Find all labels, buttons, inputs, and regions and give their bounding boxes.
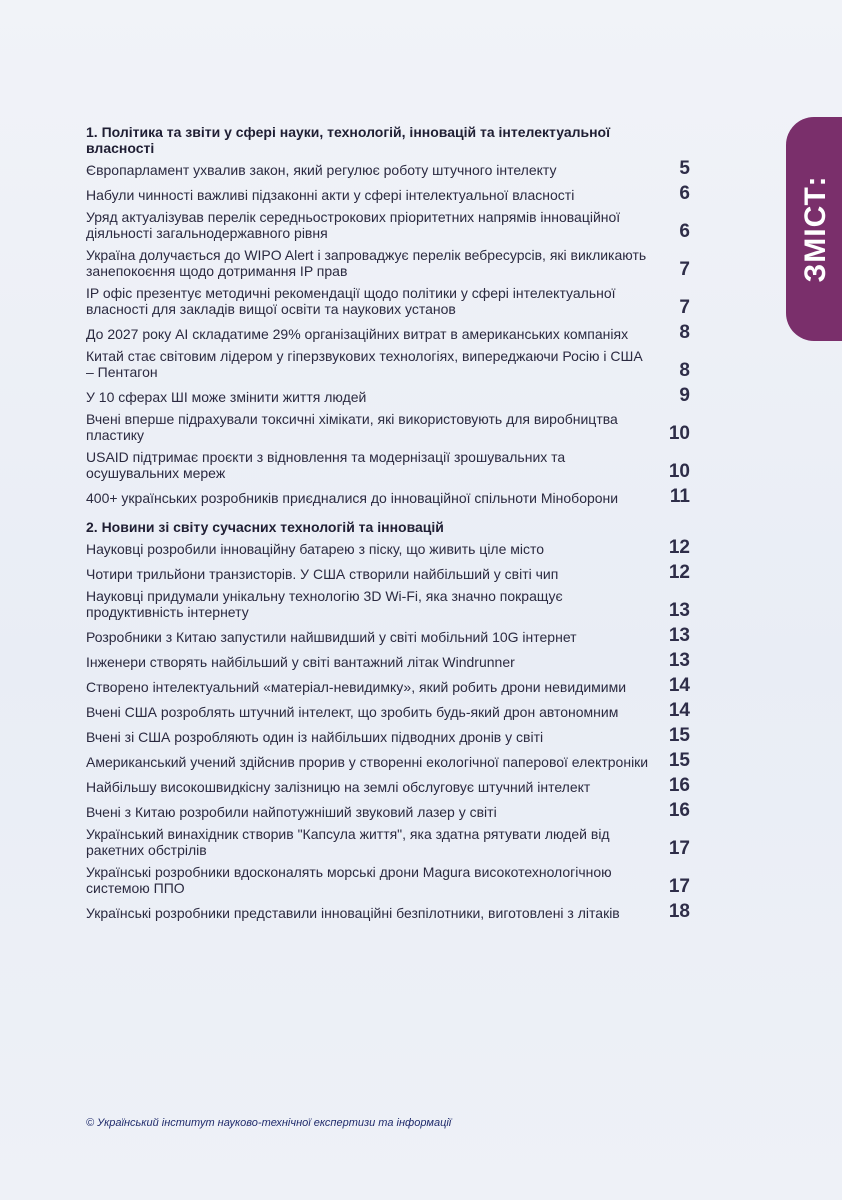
toc-entry-page-number: 13	[668, 600, 690, 621]
toc-entry-title: Чотири трильйони транзисторів. У США створили найбільший у світі чип	[86, 566, 559, 582]
contents-side-tab	[786, 117, 842, 341]
toc-entry-page-number: 7	[679, 259, 690, 280]
toc-entry[interactable]	[86, 159, 690, 178]
toc-entry[interactable]	[86, 676, 690, 695]
toc-entry-page-number: 17	[668, 838, 690, 859]
toc-entry-page-number: 10	[668, 461, 690, 482]
toc-entry-page-number: 7	[679, 297, 690, 318]
toc-entry-page-number: 5	[679, 158, 690, 179]
toc-entry-page-number: 6	[679, 183, 690, 204]
toc-entry-page-number: 8	[679, 322, 690, 343]
toc-entry-title: Створено інтелектуальний «матеріал-невидимку», який робить дрони невидимими	[86, 679, 627, 695]
toc-entry-title: Науковці розробили інноваційну батарею з піску, що живить ціле місто	[86, 541, 545, 557]
toc-entry-page-number: 12	[668, 562, 690, 583]
toc-entry-title: Китай стає світовим лідером у гіперзвукових технологіях, випереджаючи Росію і США – Пентагон	[86, 348, 643, 380]
toc-entry-page-number: 10	[668, 423, 690, 444]
toc-entry-title: Вчені з Китаю розробили найпотужніший звуковий лазер у світі	[86, 804, 497, 820]
toc-entry[interactable]	[86, 184, 690, 203]
table-of-contents	[86, 124, 690, 927]
toc-entry-title: 400+ українських розробників приєдналися до інноваційної спільноти Міноборони	[86, 490, 619, 506]
toc-entry-title: Уряд актуалізував перелік середньострокових пріоритетних напрямів інноваційної діяльності загальнодержавного рівня	[86, 209, 621, 241]
toc-entry-page-number: 12	[668, 537, 690, 558]
toc-entry-page-number: 15	[668, 725, 690, 746]
toc-entry[interactable]	[86, 651, 690, 670]
toc-entry[interactable]	[86, 487, 690, 506]
toc-entry-title: Українські розробники вдосконалять морські дрони Magura високотехнологічною системою ППО	[86, 864, 612, 896]
toc-entry-page-number: 8	[679, 360, 690, 381]
toc-entry-page-number: 13	[668, 650, 690, 671]
toc-entry-page-number: 6	[679, 221, 690, 242]
toc-entry[interactable]	[86, 411, 690, 443]
toc-entry[interactable]	[86, 449, 690, 481]
toc-entry[interactable]	[86, 726, 690, 745]
toc-entry-page-number: 11	[669, 486, 690, 507]
toc-entry-title: Вчені зі США розробляють один із найбільших підводних дронів у світі	[86, 729, 544, 745]
copyright-footer: © Український інститут науково-технічної експертизи та інформації	[86, 1117, 452, 1129]
toc-entry-title: Американський учений здійснив прорив у створенні екологічної паперової електроніки	[86, 754, 649, 770]
toc-entry[interactable]	[86, 285, 690, 317]
toc-entry-title: Розробники з Китаю запустили найшвидший у світі мобільний 10G інтернет	[86, 629, 577, 645]
section-heading: 2. Новини зі світу сучасних технологій та інновацій	[86, 519, 444, 535]
toc-entry-title: Науковці придумали унікальну технологію 3D Wi-Fi, яка значно покращує продуктивність інтернету	[86, 588, 563, 620]
toc-entry-title: Вчені США розроблять штучний інтелект, що зробить будь-який дрон автономним	[86, 704, 619, 720]
toc-entry-title: Вчені вперше підрахували токсичні хімікати, які використовують для виробництва пластику	[86, 411, 618, 443]
toc-entry-title: У 10 сферах ШІ може змінити життя людей	[86, 389, 367, 405]
toc-entry[interactable]	[86, 386, 690, 405]
contents-tab-label: ЗМІСТ:	[799, 175, 832, 283]
toc-entry-page-number: 14	[668, 675, 690, 696]
toc-entry-page-number: 16	[668, 800, 690, 821]
toc-entry-page-number: 14	[668, 700, 690, 721]
section-heading: 1. Політика та звіти у сфері науки, технологій, інновацій та інтелектуальної власності	[86, 124, 611, 156]
toc-entry-page-number: 15	[668, 750, 690, 771]
toc-entry-title: Найбільшу високошвидкісну залізницю на землі обслуговує штучний інтелект	[86, 779, 591, 795]
toc-entry-page-number: 18	[668, 901, 690, 922]
toc-entry[interactable]	[86, 588, 690, 620]
toc-entry[interactable]	[86, 348, 690, 380]
toc-entry-title: Інженери створять найбільший у світі вантажний літак Windrunner	[86, 654, 515, 670]
toc-entry-page-number: 13	[668, 625, 690, 646]
toc-entry-page-number: 16	[668, 775, 690, 796]
toc-entry[interactable]	[86, 902, 690, 921]
toc-entry[interactable]	[86, 209, 690, 241]
toc-entry-page-number: 17	[668, 876, 690, 897]
toc-entry[interactable]	[86, 826, 690, 858]
toc-entry-title: До 2027 року AI складатиме 29% організаційних витрат в американських компаніях	[86, 326, 629, 342]
toc-entry[interactable]	[86, 776, 690, 795]
toc-entry[interactable]	[86, 538, 690, 557]
toc-entry[interactable]	[86, 864, 690, 896]
toc-entry-title: Українські розробники представили інноваційні безпілотники, виготовлені з літаків	[86, 905, 620, 921]
toc-entry-title: Європарламент ухвалив закон, який регулює роботу штучного інтелекту	[86, 162, 557, 178]
toc-entry-title: USAID підтримає проєкти з відновлення та модернізації зрошувальних та осушувальних мереж	[86, 449, 566, 481]
toc-entry[interactable]	[86, 751, 690, 770]
toc-entry[interactable]	[86, 801, 690, 820]
toc-entry-page-number: 9	[679, 385, 690, 406]
toc-entry[interactable]	[86, 701, 690, 720]
toc-entry-title: Україна долучається до WIPO Alert і запроваджує перелік вебресурсів, які викликають занепокоєння щодо дотримання IP прав	[86, 247, 647, 279]
toc-entry-title: Набули чинності важливі підзаконні акти у сфері інтелектуальної власності	[86, 187, 575, 203]
toc-entry-title: IP офіс презентує методичні рекомендації щодо політики у сфері інтелектуальної власності для закладів вищої освіти та наукових установ	[86, 285, 616, 317]
toc-entry[interactable]	[86, 247, 690, 279]
toc-entry[interactable]	[86, 323, 690, 342]
toc-entry[interactable]	[86, 563, 690, 582]
toc-entry-title: Український винахідник створив "Капсула життя", яка здатна рятувати людей від ракетних обстрілів	[86, 826, 610, 858]
toc-entry[interactable]	[86, 626, 690, 645]
